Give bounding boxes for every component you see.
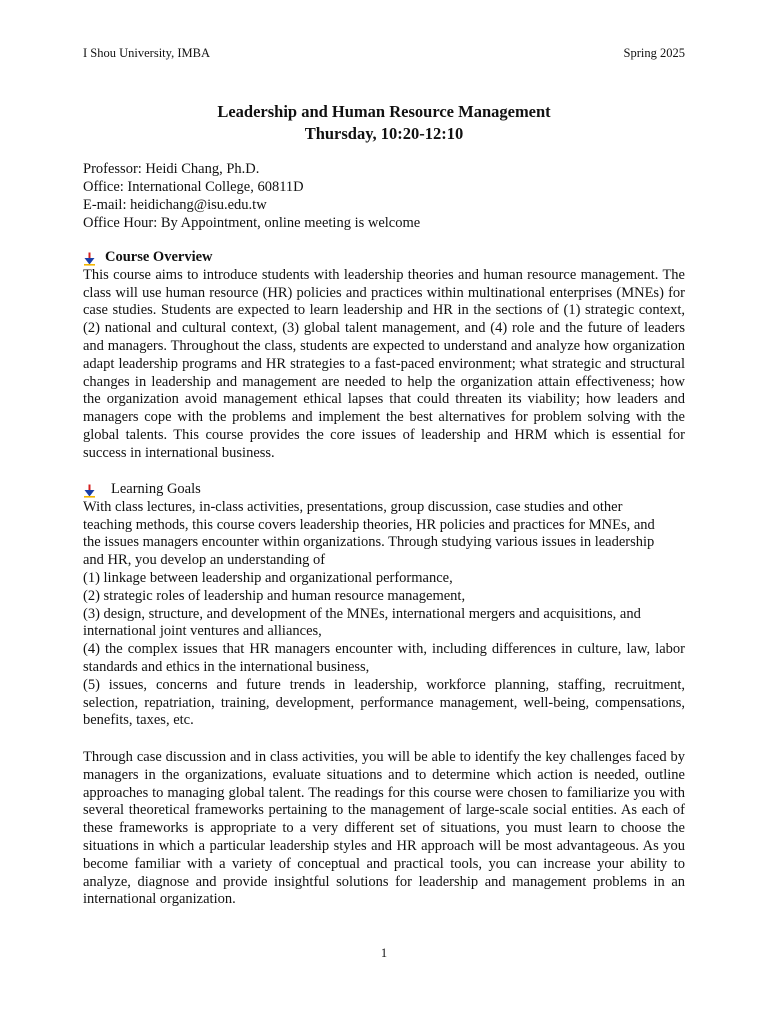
office-line: Office: International College, 60811D: [83, 179, 304, 195]
arrow-bullet-icon: [83, 251, 105, 265]
course-overview-paragraph: This course aims to introduce students with leadership theories and human resource management. The class will use human resource (HR) policies and practices within multinational enterprises (MNEs) for case studies. Students are expected to learn leadership and HR in the sections of (1) strategic context, (2) national and cultural context, (3) global talent management, and (4) role and the future of leaders and managers. Throughout the class, students are expected to understand and analyze how organization adapt leadership programs and HR strategies to a fast-paced environment; what strategic and structural changes in leadership and management are needed to help the organization attain effectiveness; how the organization avoid management ethical lapses that could threaten its viability; how leaders and managers cope with the problems and implement the best alternatives for problem solving with the global talents. This course provides the core issues of leadership and HRM which is essential for success in international business.: [83, 266, 685, 461]
email-line: E-mail: heidichang@isu.edu.tw: [83, 197, 267, 213]
learning-goal-item: (2) strategic roles of leadership and human resource management,: [83, 587, 466, 604]
course-title: Leadership and Human Resource Management: [217, 102, 551, 121]
learning-goals-section: [83, 481, 685, 730]
course-overview-section: [83, 249, 685, 463]
professor-line: Professor: Heidi Chang, Ph.D.: [83, 161, 260, 177]
learning-goal-item: (4) the complex issues that HR managers encounter with, including differences in culture, law, labor standards and ethics in the international business,: [83, 641, 685, 675]
course-schedule: Thursday, 10:20-12:10: [304, 123, 464, 143]
course-overview-heading: [83, 249, 685, 267]
running-header: [83, 46, 685, 61]
learning-goals-intro-line: and HR, you develop an understanding of: [83, 552, 326, 569]
page-number: 1: [380, 946, 388, 960]
learning-goals-intro-line: teaching methods, this course covers leadership theories, HR policies and practices for MNEs, and: [83, 516, 655, 533]
closing-section: [83, 749, 685, 909]
learning-goals-intro-line: the issues managers encounter within organizations. Through studying various issues in leadership: [83, 534, 655, 551]
arrow-bullet-icon: [83, 483, 105, 497]
office-hour-line: Office Hour: By Appointment, online meeting is welcome: [83, 215, 421, 231]
learning-goal-item: (3) design, structure, and development of the MNEs, international mergers and acquisitions, and international joint ventures and alliances,: [83, 605, 641, 640]
learning-goal-item: (1) linkage between leadership and organizational performance,: [83, 569, 453, 586]
learning-goals-heading-label: Learning Goals: [111, 481, 201, 497]
learning-goals-intro-line: With class lectures, in-class activities, presentations, group discussion, case studies and other: [83, 498, 623, 515]
learning-goal-item: (5) issues, concerns and future trends in leadership, workforce planning, staffing, recruitment, selection, repatriation, training, development, performance management, well-being, compensations, benefits, taxes, etc.: [83, 676, 685, 729]
header-term: Spring 2025: [623, 46, 685, 60]
learning-goals-heading: [83, 481, 685, 499]
course-title-block: [83, 101, 685, 144]
header-institution: I Shou University, IMBA: [83, 46, 210, 60]
closing-paragraph: Through case discussion and in class activities, you will be able to identify the key challenges faced by managers in the organizations, evaluate situations and to determine which action is needed, outline approaches to managing global talent. The readings for this course were chosen to familiarize you with several theoretical frameworks pertaining to the management of large-scale social entities. As each of these frameworks is appropriate to a very different set of situations, you must learn to choose the situations in which a particular leadership styles and HR approach will be most advantageous. As you become familiar with a variety of conceptual and practical tools, you can increase your ability to analyze, diagnose and provide insightful solutions for leadership and management problems in an international organization.: [83, 749, 685, 908]
document-page: [83, 0, 685, 1024]
instructor-info: [83, 160, 685, 232]
course-overview-heading-label: Course Overview: [105, 249, 213, 265]
